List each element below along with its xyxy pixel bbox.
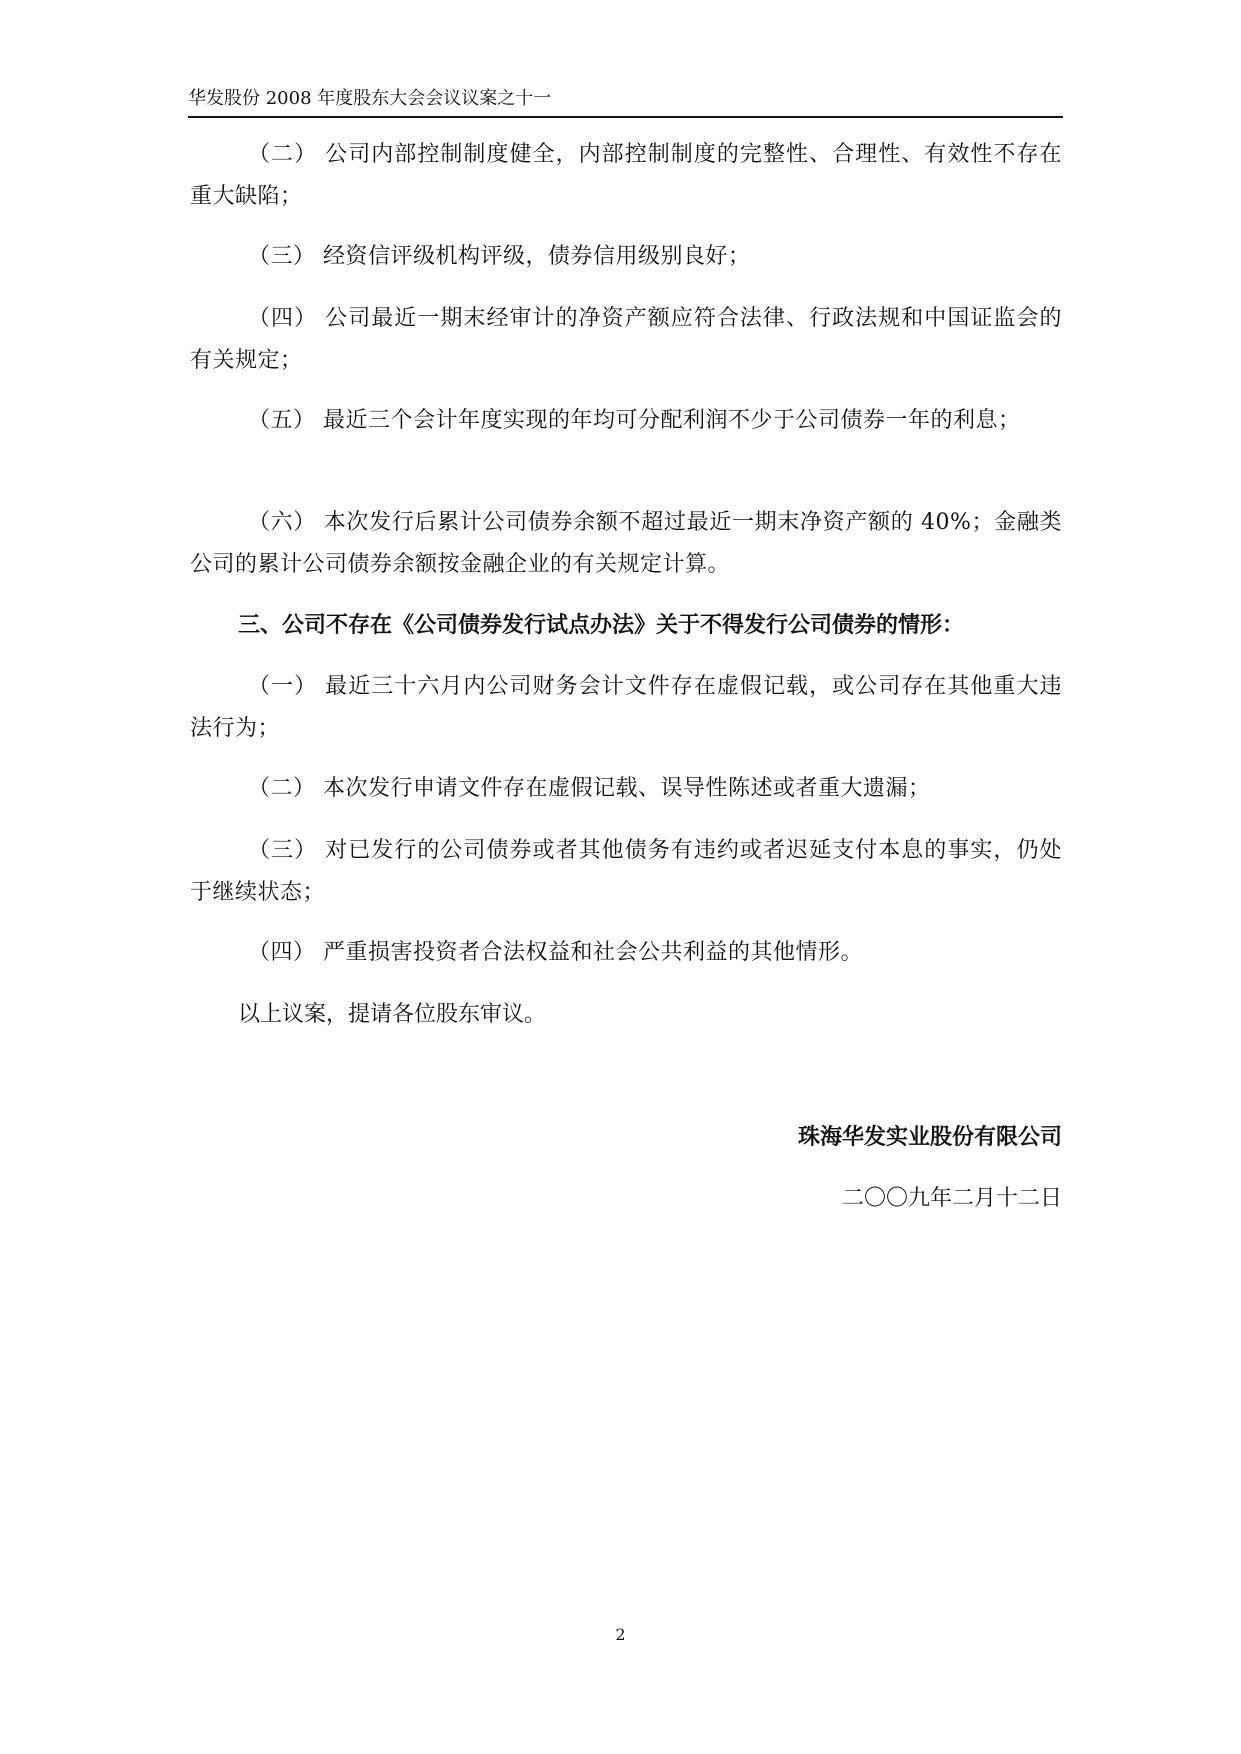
signature-date: 二〇〇九年二月十二日 — [841, 1186, 1062, 1211]
company-signature: 珠海华发实业股份有限公司 — [797, 1124, 1062, 1150]
condition-item-2: （二） 公司内部控制制度健全，内部控制制度的完整性、合理性、有效性不存在重大缺陷； — [190, 142, 1062, 209]
condition-item-4: （四） 公司最近一期末经审计的净资产额应符合法律、行政法规和中国证监会的有关规定； — [190, 306, 1062, 373]
section-3-title: 三、公司不存在《公司债券发行试点办法》关于不得发行公司债券的情形： — [238, 612, 965, 638]
section-3-item-4: （四） 严重损害投资者合法权益和社会公共利益的其他情形。 — [248, 940, 863, 965]
page-header — [188, 86, 1063, 118]
condition-item-3: （三） 经资信评级机构评级，债券信用级别良好； — [248, 244, 751, 269]
condition-item-5: （五） 最近三个会计年度实现的年均可分配利润不少于公司债券一年的利息； — [248, 408, 1021, 433]
section-3-item-1: （一） 最近三十六月内公司财务会计文件存在虚假记载，或公司存在其他重大违法行为； — [190, 674, 1062, 741]
page-number: 2 — [615, 1625, 626, 1644]
closing-statement: 以上议案，提请各位股东审议。 — [238, 1002, 547, 1027]
header-title: 华发股份 2008 年度股东大会会议议案之十一 — [188, 88, 552, 109]
condition-item-6: （六） 本次发行后累计公司债券余额不超过最近一期末净资产额的 40%；金融类公司的累计公司债券余额按金融企业的有关规定计算。 — [190, 510, 1062, 577]
section-3-item-2: （二） 本次发行申请文件存在虚假记载、误导性陈述或者重大遗漏； — [248, 776, 931, 801]
section-3-item-3: （三） 对已发行的公司债券或者其他债务有违约或者迟延支付本息的事实，仍处于继续状态； — [190, 838, 1062, 905]
